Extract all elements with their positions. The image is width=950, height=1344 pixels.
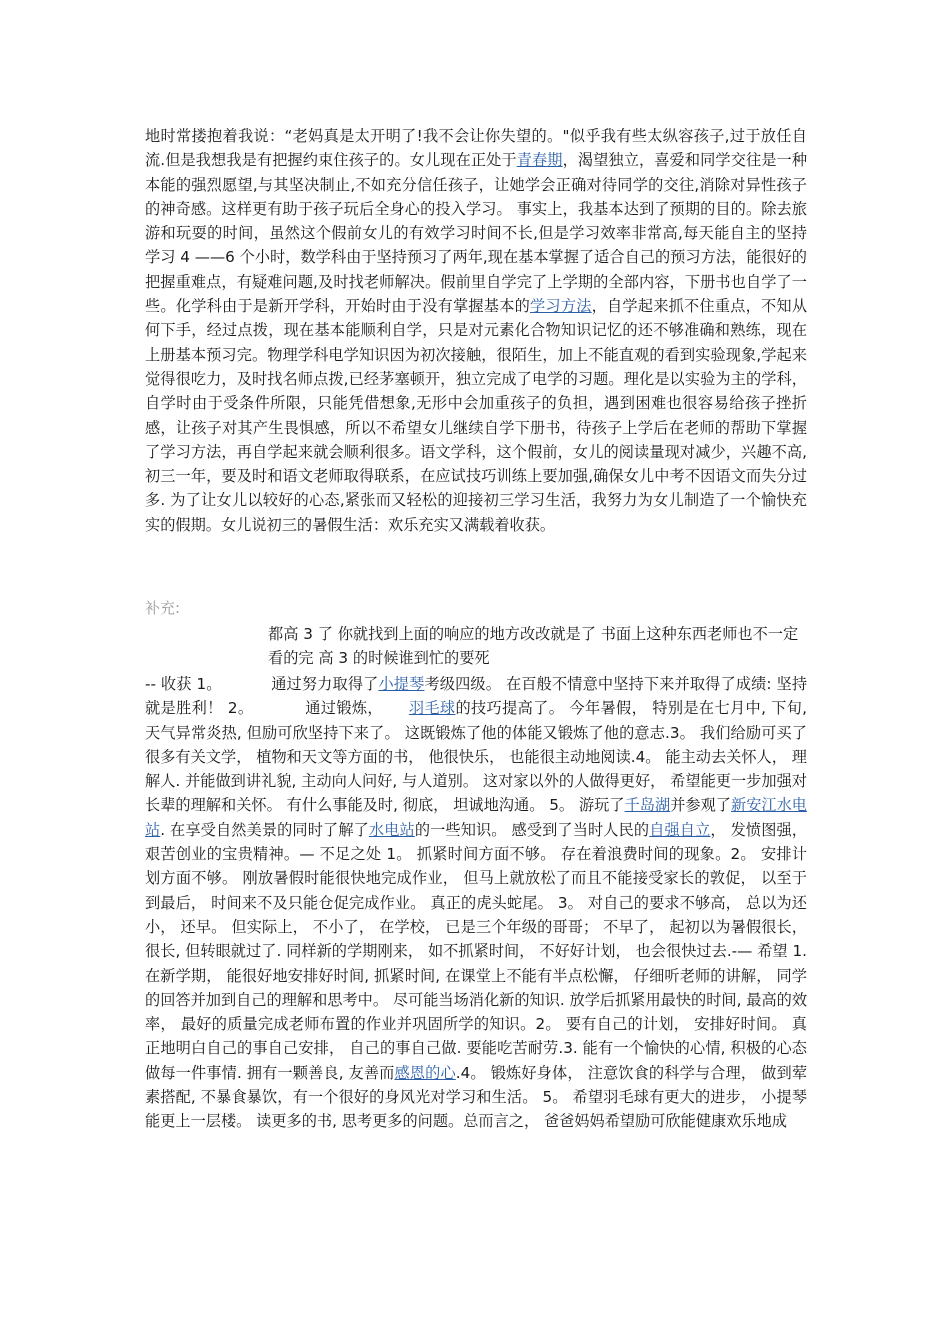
paragraph-text: 的一些知识。 感受到了当时人民的 bbox=[414, 820, 650, 839]
supplement-label: 补充: bbox=[145, 599, 181, 617]
paragraph-text: -- 收获 1。 通过努力取得了 bbox=[145, 675, 379, 693]
article-paragraph bbox=[145, 124, 807, 537]
paragraph-text: ， 发愤图强， 艰苦创业的宝贵精神。— 不足之处 1。 抓紧时间方面不够。 存在着浪费时间的现象。2。 安排计划方面不够。 刚放暑假时能很快地完成作业， 但马上就放松了而且不能接受家长的敦促， 以至于到最后， 时间来不及只能仓促完成作业。 真正的虎头蛇尾。 3。 对自己的要求不够高， 总以为还小， 还早。 但实际上， 不小了， 在学校， 已是三个年级的哥哥； 不早了， 起初以为暑假很长， 很长, 但转眼就过了. 同样新的学期刚来， 如不抓紧时间， 不好好计划， 也会很快过去.-— 希望 1. 在新学期， 能很好地安排好时间, 抓紧时间, 在课堂上不能有半点松懈， 仔细听老师的讲解， 同学的回答并加到自己的理解和思考中。 尽可能当场消化新的知识. 放学后抓紧用最快的时间, 最高的效率， 最好的质量完成老师布置的作业并巩固所学的知识。2。 要有自己的计划， 安排好时间。 真正地明白自己的事自己安排， 自己的事自己做. 要能吃苦耐劳.3. 能有一个愉快的心情, 积极的心态做每一件事情. 拥有一颗善良, 友善而 bbox=[145, 820, 808, 1082]
link-hydropower-station[interactable]: 水电站 bbox=[368, 820, 415, 839]
paragraph-text: 的技巧提高了。 今年暑假， 特别是在七月中, 下旬, 天气异常炎热, 但励可欣坚持下来了。 这既锻炼了他的体能又锻炼了他的意志.3。 我们给励可买了很多有关文学， 植物和天文等方面的书， 他很快乐， 也能很主动地阅读.4。 能主动去关怀人， 理解人. 并能做到讲礼貌, 主动向人问好, 与人道别。 这对家以外的人做得更好， 希望能更一步加强对长辈的理解和关怀。 有什么事能及时, 彻底， 坦诚地沟通。 5。 游玩了 bbox=[145, 699, 808, 815]
paragraph-text: 考级四级。 在百般不情意中坚持下来并取得了成绩: 坚持就是胜利！ 2。 通过锻炼， bbox=[145, 675, 808, 718]
link-badminton[interactable]: 羽毛球 bbox=[408, 699, 456, 718]
link-grateful-heart[interactable]: 感恩的心 bbox=[394, 1063, 456, 1082]
link-self-reliance[interactable]: 自强自立 bbox=[649, 820, 711, 839]
paragraph-text: . 在享受自然美景的同时了解了 bbox=[160, 820, 369, 839]
paragraph-text: .4。 锻炼好身体， 注意饮食的科学与合理， 做到荤素搭配, 不暴食暴饮，有一个很好的身风光对学习和生活。 5。 希望羽毛球有更大的进步， 小提琴能更上一层楼。 读更多的书, 思考更多的问题。总而言之， 爸爸妈妈希望励可欣能健康欢乐地成 bbox=[145, 1063, 808, 1131]
link-violin[interactable]: 小提琴 bbox=[378, 675, 425, 693]
paragraph-text: ，渴望独立，喜爱和同学交往是一种本能的强烈愿望,与其坚决制止,不如充分信任孩子，让她学会正确对待同学的交往,消除对异性孩子的神奇感。这样更有助于孩子玩后全身心的投入学习。 事实上，我基本达到了预期的目的。除去旅游和玩耍的时间，虽然这个假前女儿的有效学习时间不长,但是学习效率非常高,每天能自主的坚持学习 4 ——6 个小时，数学科由于坚持预习了两年,现在基本掌握了适合自己的预习方法，能很好的把握重难点，有疑难问题,及时找老师解决。假前里自学完了上学期的全部内容，下册书也自学了一些。化学科由于是新开学科，开始时由于没有掌握基本的 bbox=[145, 151, 808, 316]
summary-paragraph bbox=[145, 672, 807, 1134]
supplement-note: 都高 3 了 你就找到上面的响应的地方改改就是了 书面上这种东西老师也不一定看的完 高 3 的时候谁到忙的要死 bbox=[268, 625, 799, 668]
paragraph-text: 并参观了 bbox=[670, 796, 731, 815]
paragraph-text: 地时常搂抱着我说：“老妈真是太开明了!我不会让你失望的。"似乎我有些太纵容孩子,过于放任自流.但是我想我是有把握约束住孩子的。女儿现在正处于 bbox=[145, 127, 807, 170]
link-youth[interactable]: 青春期 bbox=[516, 151, 563, 170]
paragraph-text: ，自学起来抓不住重点，不知从何下手，经过点拨，现在基本能顺利自学，只是对元素化合物知识记忆的还不够准确和熟练，现在上册基本预习完。物理学科电学知识因为初次接触，很陌生，加上不能直观的看到实验现象,学起来觉得很吃力，及时找名师点拨,已经茅塞顿开，独立完成了电学的习题。理化是以实验为主的学科，自学时由于受条件所限，只能凭借想象,无形中会加重孩子的负担，遇到困难也很容易给孩子挫折感，让孩子对其产生畏惧感，所以不希望女儿继续自学下册书，待孩子上学后在老师的帮助下掌握了学习方法，再自学起来就会顺利很多。语文学科，这个假前，女儿的阅读量现对减少，兴趣不高,初三一年，要及时和语文老师取得联系，在应试技巧训练上要加强,确保女儿中考不因语文而失分过多. 为了让女儿以较好的心态,紧张而又轻松的迎接初三学习生活，我努力为女儿制造了一个愉快充实的假期。女儿说初三的暑假生活：欢乐充实又满载着收获。 bbox=[145, 297, 808, 534]
link-xinanjiang-station[interactable]: 新安江水电站 bbox=[145, 796, 807, 839]
link-qiandao-lake[interactable]: 千岛湖 bbox=[624, 796, 671, 815]
link-study-method[interactable]: 学习方法 bbox=[530, 297, 592, 316]
